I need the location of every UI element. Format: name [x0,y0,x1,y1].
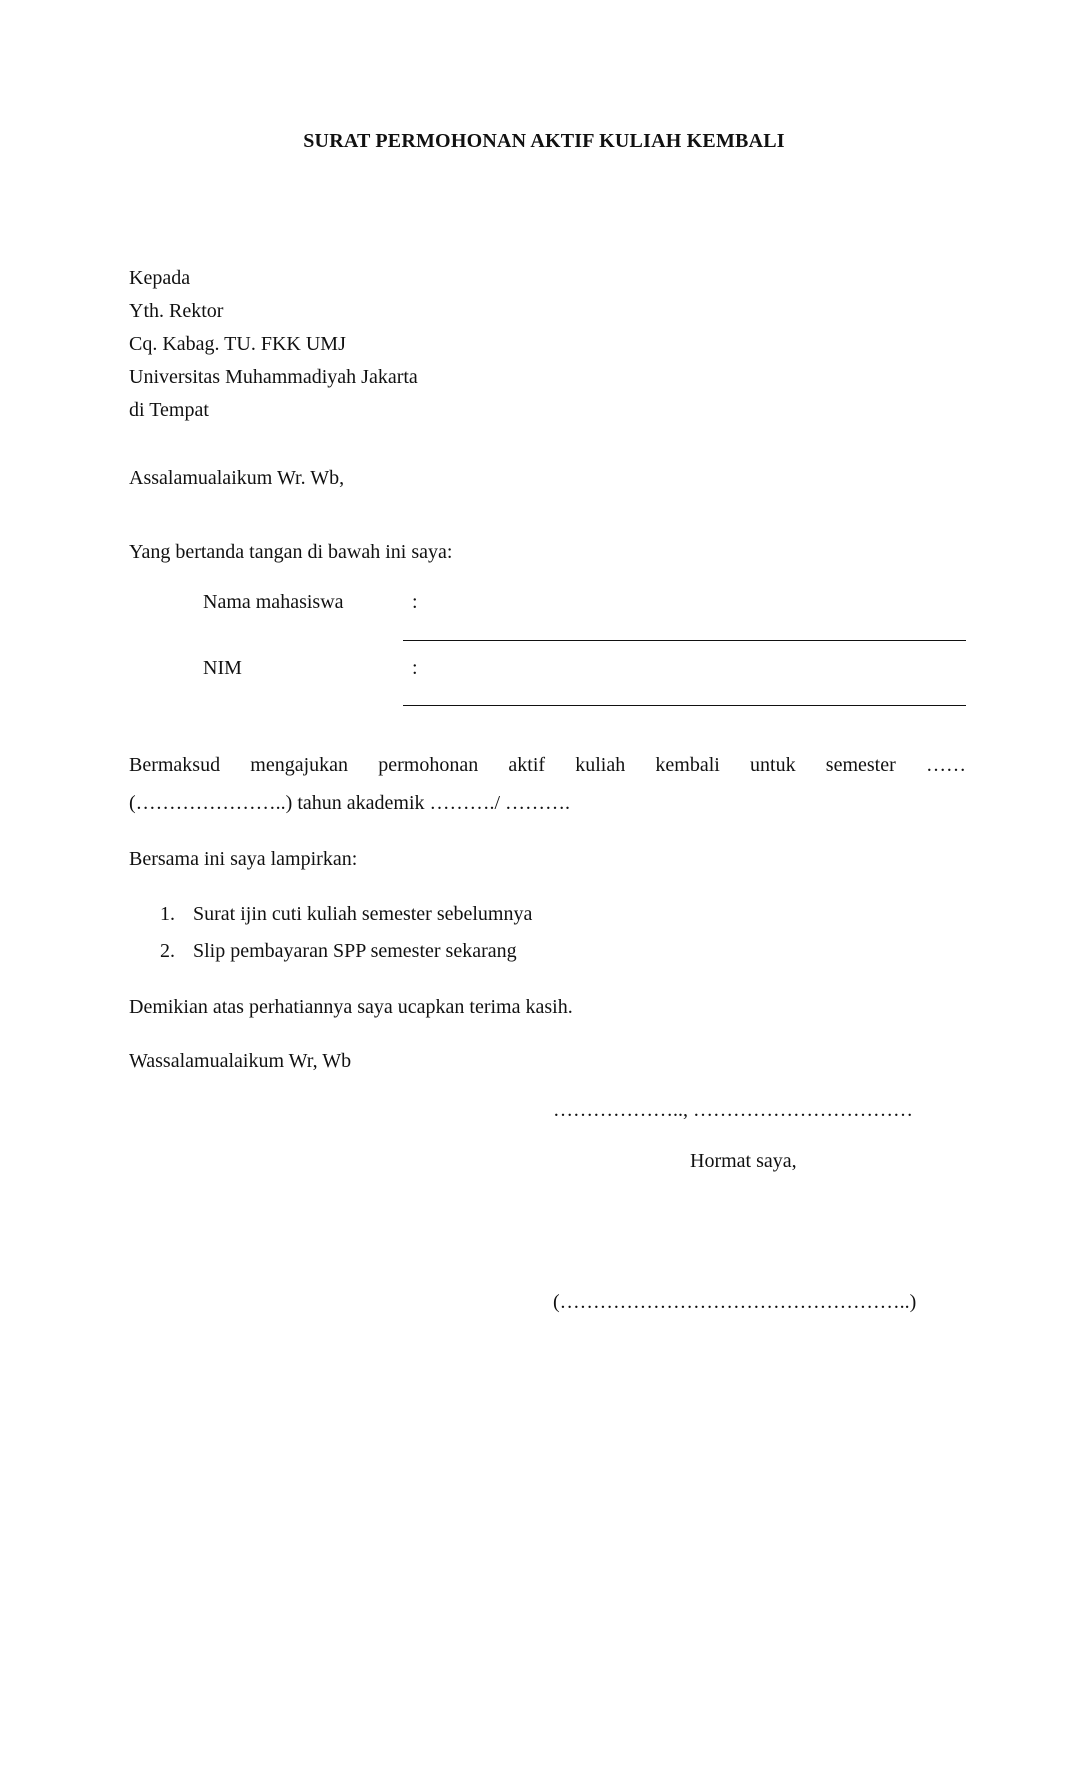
recipient-line-3: Cq. Kabag. TU. FKK UMJ [129,333,346,355]
name-field-line[interactable] [403,640,966,641]
recipient-line-4: Universitas Muhammadiyah Jakarta [129,366,418,388]
closing-text: Demikian atas perhatiannya saya ucapkan terima kasih. [129,996,573,1018]
purpose-word: permohonan [378,754,479,776]
purpose-word: mengajukan [250,754,349,776]
attachment-item-2: Slip pembayaran SPP semester sekarang [193,940,517,962]
nim-field-line[interactable] [403,705,966,706]
purpose-word: semester [825,754,896,776]
purpose-word: untuk [750,754,796,776]
recipient-line-2: Yth. Rektor [129,300,224,322]
letter-title: SURAT PERMOHONAN AKTIF KULIAH KEMBALI [303,130,785,152]
greeting: Assalamualaikum Wr. Wb, [129,467,345,489]
recipient-line-5: di Tempat [129,399,209,421]
closing-salam: Wassalamualaikum Wr, Wb [129,1050,352,1072]
attachments-intro: Bersama ini saya lampirkan: [129,848,358,870]
purpose-line-2: (…………………..) tahun akademik ………./ ………. [129,792,571,814]
purpose-word: Bermaksud [129,754,221,776]
signature-name-line: (……………………………………………..) [553,1291,917,1313]
attachment-number-1: 1. [160,903,175,925]
regards-text: Hormat saya, [690,1150,797,1172]
nim-field-colon: : [412,657,418,679]
name-field-colon: : [412,591,418,613]
purpose-word: aktif [508,754,546,776]
purpose-word: …… [925,754,966,776]
purpose-line-1 [129,753,966,777]
recipient-line-1: Kepada [129,267,191,289]
attachment-item-1: Surat ijin cuti kuliah semester sebelumnya [193,903,533,925]
purpose-word: kuliah [575,754,626,776]
nim-field-label: NIM [203,657,242,679]
place-date-line: ……………….., …………………………… [553,1099,913,1121]
intro-text: Yang bertanda tangan di bawah ini saya: [129,541,453,563]
purpose-word: kembali [655,754,720,776]
name-field-label: Nama mahasiswa [203,591,344,613]
attachment-number-2: 2. [160,940,175,962]
